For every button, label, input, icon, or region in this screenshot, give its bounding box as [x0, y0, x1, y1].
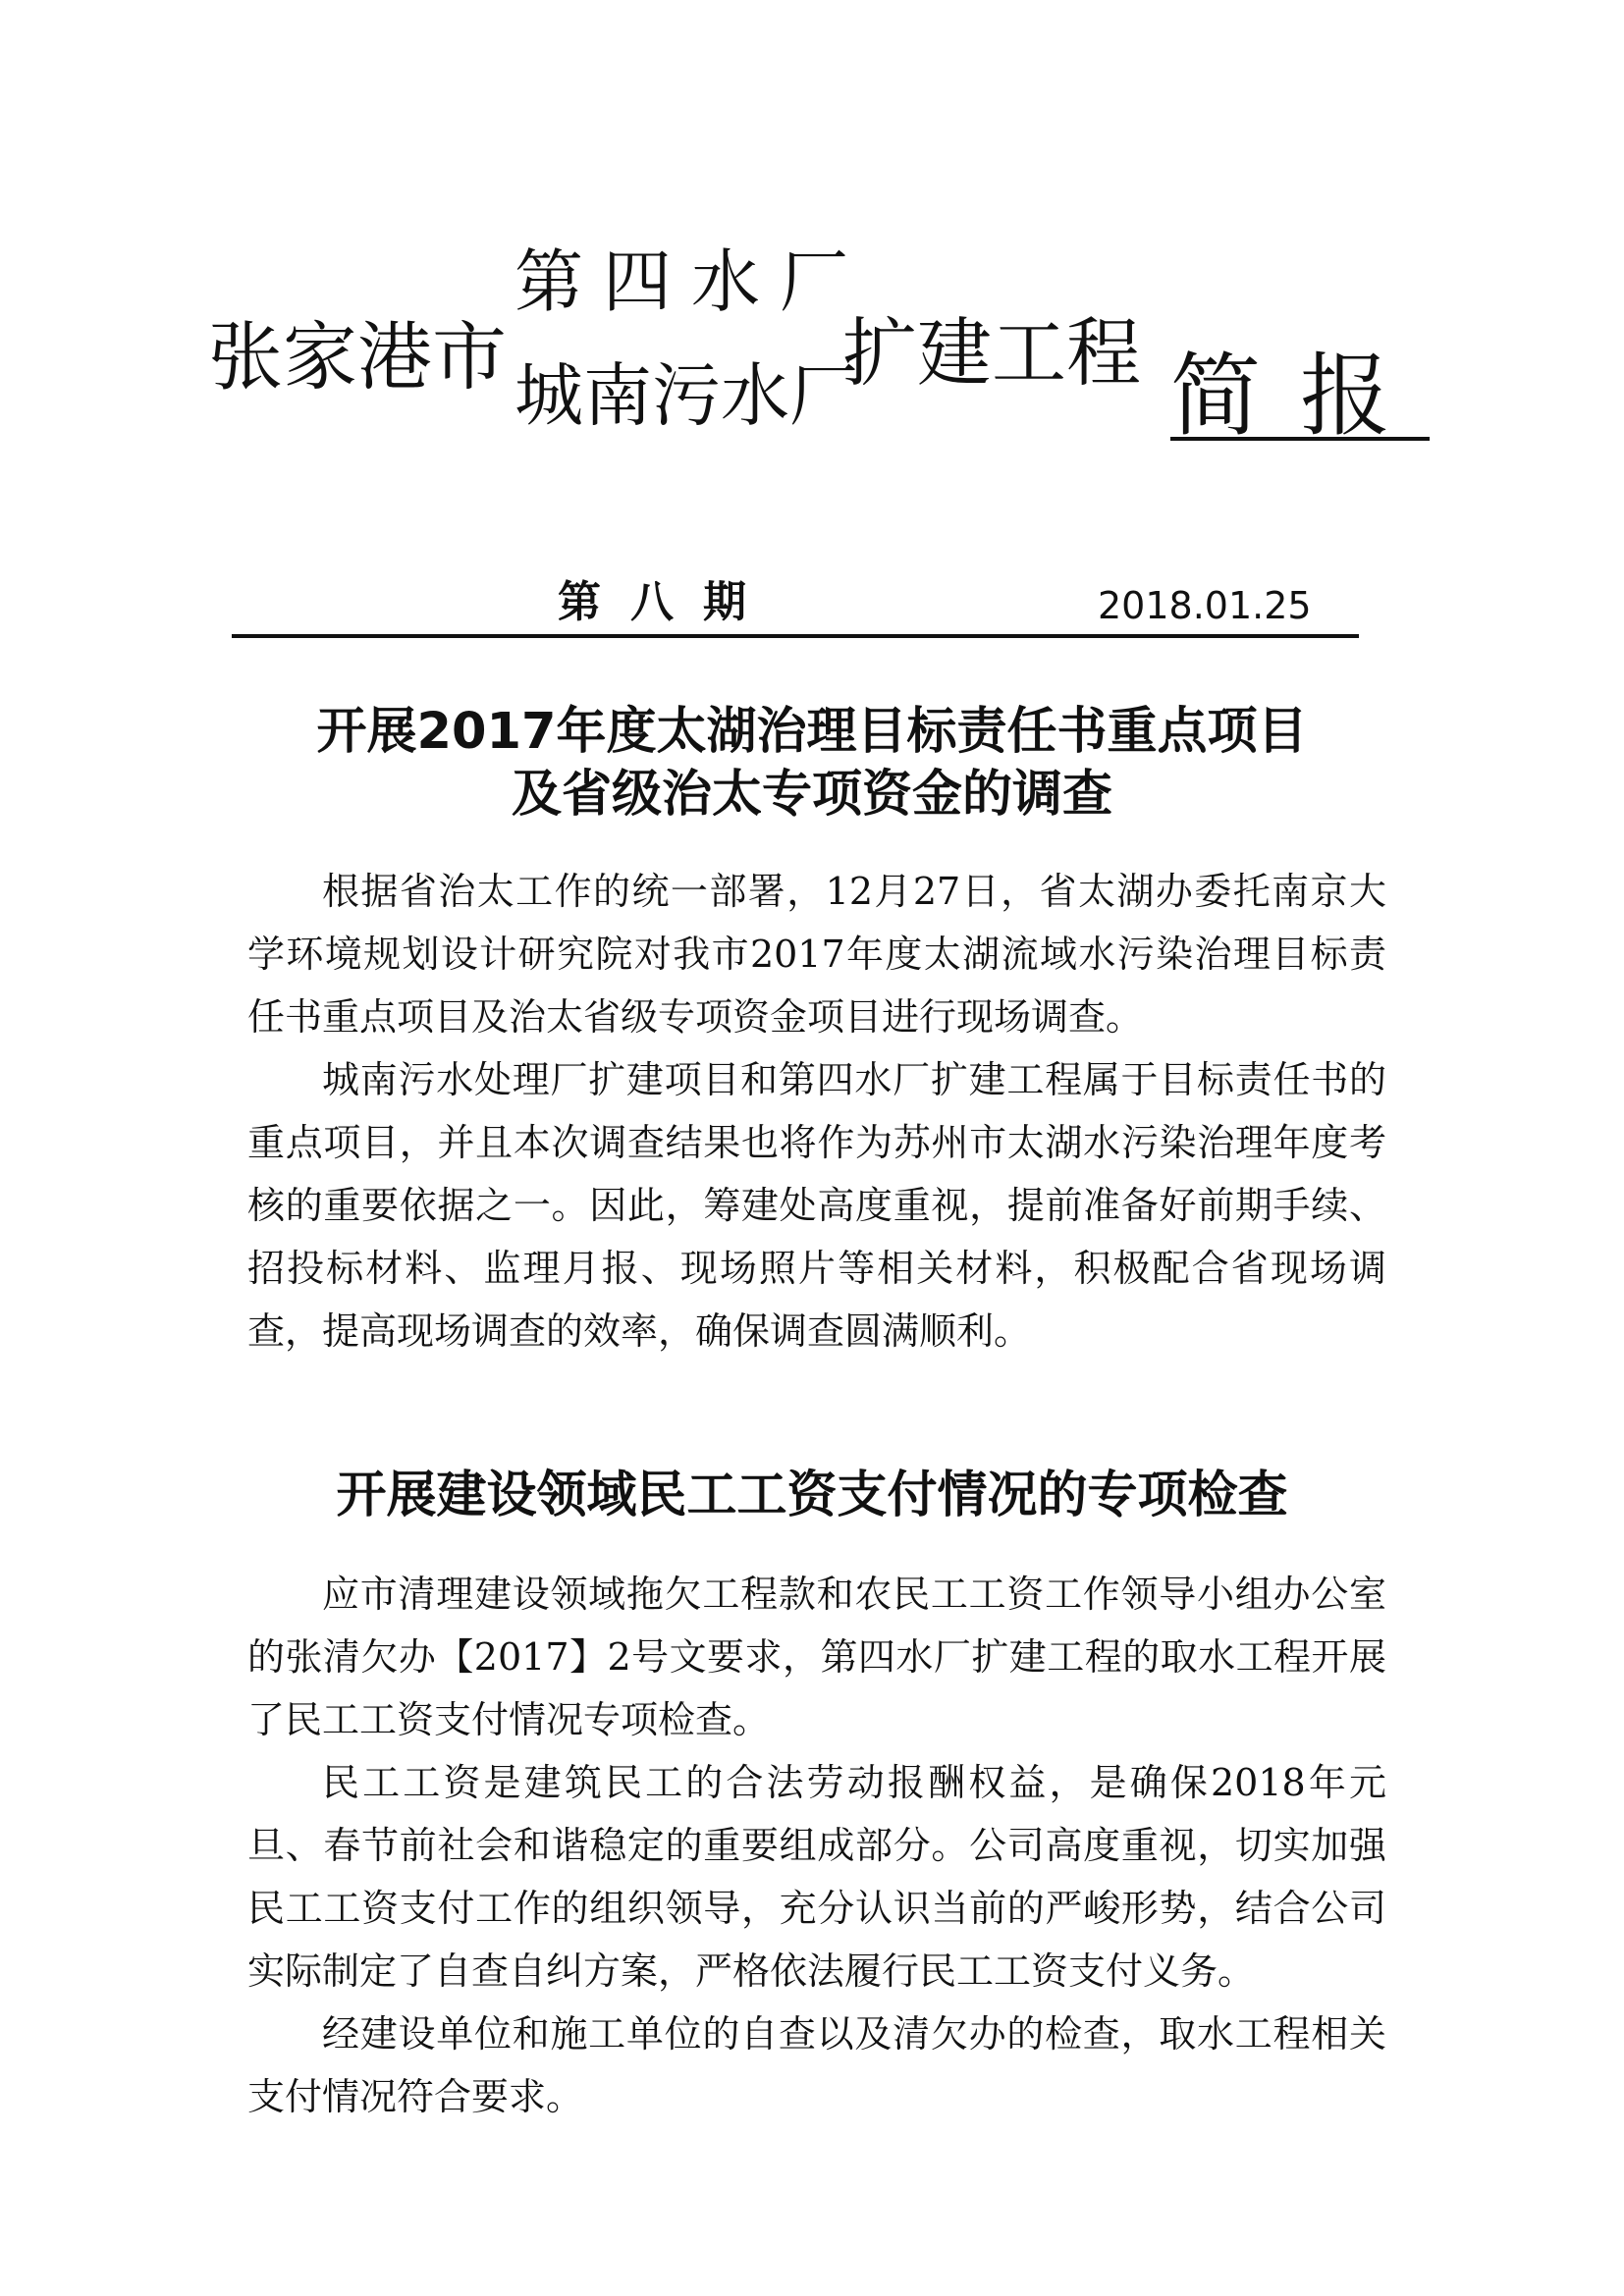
- article-2-body: [247, 1563, 1386, 2128]
- masthead-city: 张家港市: [208, 313, 507, 400]
- article-1-title-line-1: 开展2017年度太湖治理目标责任书重点项目: [316, 703, 1308, 761]
- article-2-title-line-1: 开展建设领域民工工资支付情况的专项检查: [336, 1467, 1288, 1524]
- masthead: [0, 0, 1624, 550]
- masthead-brief-title: 简报: [1170, 344, 1431, 449]
- masthead-plant-line-1: 第四水厂: [514, 241, 868, 322]
- header-divider: [232, 634, 1359, 638]
- article-1-body: [247, 860, 1386, 1362]
- issue-number: 第八期: [558, 577, 776, 627]
- article-1-paragraph-2: 城南污水处理厂扩建项目和第四水厂扩建工程属于目标责任书的重点项目，并且本次调查结果也将作为苏州市太湖水污染治理年度考核的重要依据之一。因此，筹建处高度重视，提前准备好前期手续、招投标材料、监理月报、现场照片等相关材料，积极配合省现场调查，提高现场调查的效率，确保调查圆满顺利。: [247, 1058, 1386, 1353]
- masthead-plant-line-2: 城南污水厂: [514, 355, 858, 436]
- article-1-title-line-2: 及省级治太专项资金的调查: [511, 766, 1112, 824]
- masthead-project: 扩建工程: [842, 309, 1141, 397]
- article-2-paragraph-3: 经建设单位和施工单位的自查以及清欠办的检查，取水工程相关支付情况符合要求。: [247, 2012, 1386, 2118]
- article-2-title: [177, 1465, 1447, 1527]
- article-2-paragraph-2: 民工工资是建筑民工的合法劳动报酬权益，是确保2018年元旦、春节前社会和谐稳定的重要组成部分。公司高度重视，切实加强民工工资支付工作的组织领导，充分认识当前的严峻形势，结合公司实际制定了自查自纠方案，严格依法履行民工工资支付义务。: [247, 1761, 1386, 1993]
- article-1-title: [177, 701, 1447, 827]
- article-1-paragraph-1: 根据省治太工作的统一部署，12月27日，省太湖办委托南京大学环境规划设计研究院对我市2017年度太湖流域水污染治理目标责任书重点项目及治太省级专项资金项目进行现场调查。: [247, 870, 1386, 1039]
- issue-date: 2018.01.25: [1098, 584, 1312, 627]
- article-2-paragraph-1: 应市清理建设领域拖欠工程款和农民工工资工作领导小组办公室的张清欠办【2017】2号文要求，第四水厂扩建工程的取水工程开展了民工工资支付情况专项检查。: [247, 1573, 1386, 1741]
